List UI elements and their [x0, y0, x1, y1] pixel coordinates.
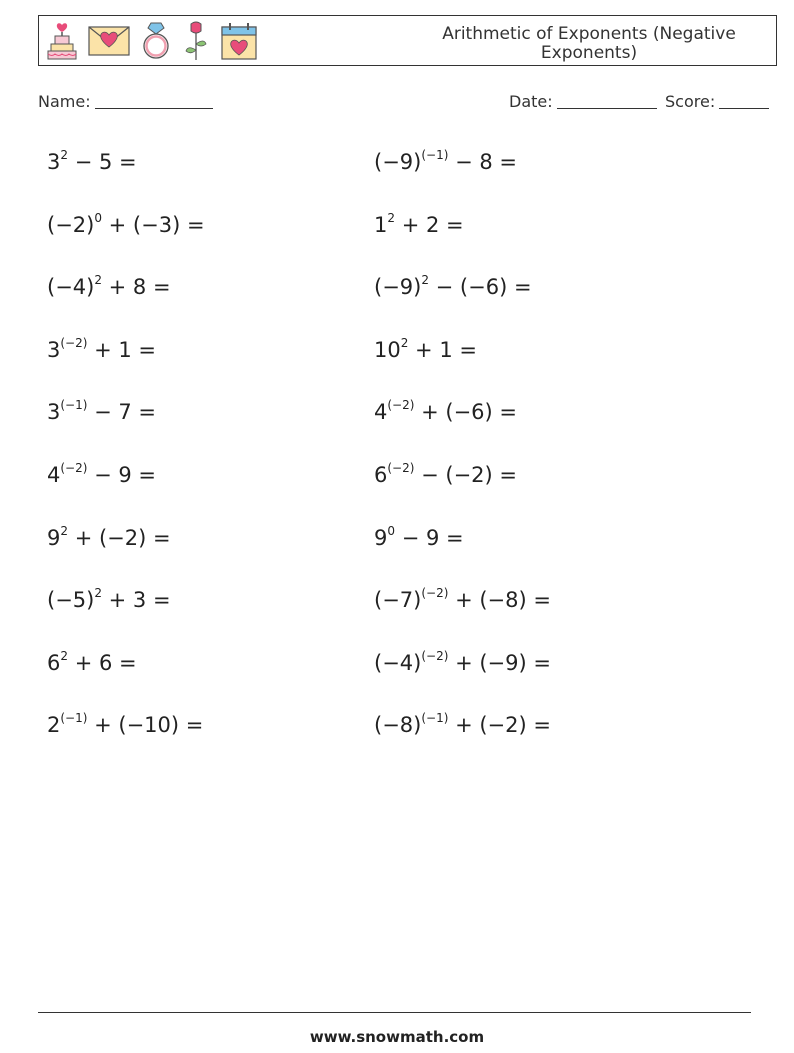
problem-base: 4 [47, 463, 61, 487]
problem-exponent: 0 [94, 210, 102, 225]
problem-left-5 [47, 400, 156, 424]
score-blank[interactable] [719, 92, 769, 109]
problem-base: (−9) [374, 150, 422, 174]
problem-base: 3 [47, 337, 61, 362]
problem-left-9 [47, 648, 137, 675]
problem-right-5 [374, 400, 517, 424]
problem-right-2 [374, 210, 464, 237]
header-box [38, 15, 777, 66]
date-field [509, 92, 657, 111]
problem-left-4 [47, 335, 157, 362]
problem-exponent: (−2) [60, 461, 88, 475]
problem-exponent: 2 [94, 273, 102, 288]
problem-rest: + 3 = [101, 588, 171, 613]
problem-rest: − (−2) = [414, 463, 517, 487]
problem-base: (−2) [47, 212, 95, 237]
problem-base: 2 [47, 713, 61, 738]
score-label: Score: [665, 92, 716, 111]
problem-base: (−5) [47, 588, 95, 613]
problem-base: 9 [47, 525, 61, 550]
problem-base: 3 [47, 150, 61, 174]
problem-rest: − 8 = [448, 150, 517, 174]
header-icons [45, 19, 259, 63]
problem-right-8 [374, 588, 551, 612]
problem-exponent: (−2) [421, 586, 449, 601]
problem-exponent: 2 [400, 335, 409, 350]
problem-rest: − 9 = [87, 463, 157, 487]
problem-exponent: 2 [60, 648, 69, 663]
problem-base: (−4) [374, 650, 422, 675]
problem-left-1 [47, 150, 137, 174]
problem-base: 1 [374, 212, 388, 237]
problem-rest: + (−9) = [448, 650, 551, 675]
name-blank[interactable] [95, 92, 213, 109]
problem-exponent: (−1) [60, 711, 88, 726]
problem-exponent: (−1) [60, 398, 88, 413]
problem-rest: − 7 = [87, 400, 157, 425]
problem-rest: + (−10) = [87, 713, 204, 738]
problem-rest: + (−8) = [448, 588, 551, 613]
problem-left-10 [47, 713, 203, 737]
problem-rest: + 8 = [101, 275, 171, 300]
problem-exponent: (−2) [387, 461, 415, 475]
problem-rest: + 2 = [395, 212, 464, 237]
problem-right-1 [374, 150, 517, 174]
problem-exponent: 2 [421, 273, 429, 288]
problem-right-4 [374, 335, 477, 362]
problem-exponent: 2 [60, 523, 69, 538]
footer-divider [38, 1012, 751, 1013]
problem-left-8 [47, 588, 171, 612]
ring-icon [139, 21, 173, 61]
problem-base: (−4) [47, 275, 95, 300]
name-label: Name: [38, 92, 91, 111]
problem-rest: + (−6) = [414, 400, 517, 425]
problem-base: (−8) [374, 713, 422, 738]
footer-website: www.snowmath.com [309, 1028, 485, 1046]
problem-right-6 [374, 463, 517, 487]
problem-exponent: (−2) [421, 648, 449, 663]
problem-rest: + (−2) = [448, 713, 551, 738]
problem-exponent: (−2) [60, 335, 88, 350]
problem-exponent: (−2) [387, 398, 415, 413]
problem-rest: + 6 = [68, 650, 137, 675]
problem-exponent: 2 [60, 148, 69, 162]
problem-rest: + 1 = [408, 337, 477, 362]
calendar-heart-icon [219, 21, 259, 61]
problem-left-2 [47, 210, 205, 237]
problem-base: (−9) [374, 275, 422, 300]
problem-rest: + (−2) = [68, 525, 171, 550]
cake-icon [45, 21, 79, 61]
problem-rest: + 1 = [87, 337, 157, 362]
date-label: Date: [509, 92, 553, 111]
problem-exponent: 0 [387, 523, 396, 538]
problem-rest: + (−3) = [101, 212, 205, 237]
rose-icon [181, 20, 211, 62]
problem-exponent: (−1) [421, 148, 449, 162]
problem-right-7 [374, 523, 464, 550]
problem-exponent: 2 [387, 210, 396, 225]
problem-left-7 [47, 523, 171, 550]
problem-base: 4 [374, 400, 388, 425]
problem-rest: − 9 = [395, 525, 464, 550]
problem-exponent: (−1) [421, 711, 449, 726]
problem-right-3 [374, 275, 532, 299]
problem-base: 9 [374, 525, 388, 550]
problem-right-9 [374, 648, 551, 675]
problem-base: (−7) [374, 588, 422, 613]
problem-exponent: 2 [94, 586, 102, 601]
problem-base: 3 [47, 400, 61, 425]
problem-right-10 [374, 713, 551, 737]
love-letter-icon [87, 23, 131, 59]
name-field [38, 92, 213, 111]
problem-rest: − (−6) = [428, 275, 532, 300]
problem-base: 10 [374, 337, 401, 362]
problem-rest: − 5 = [68, 150, 137, 174]
score-field [665, 92, 769, 111]
problem-left-3 [47, 275, 171, 299]
problem-left-6 [47, 463, 156, 487]
date-blank[interactable] [557, 92, 657, 109]
worksheet-title: Arithmetic of Exponents (Negative Exponents) [442, 24, 736, 63]
problem-base: 6 [47, 650, 61, 675]
problem-base: 6 [374, 463, 388, 487]
